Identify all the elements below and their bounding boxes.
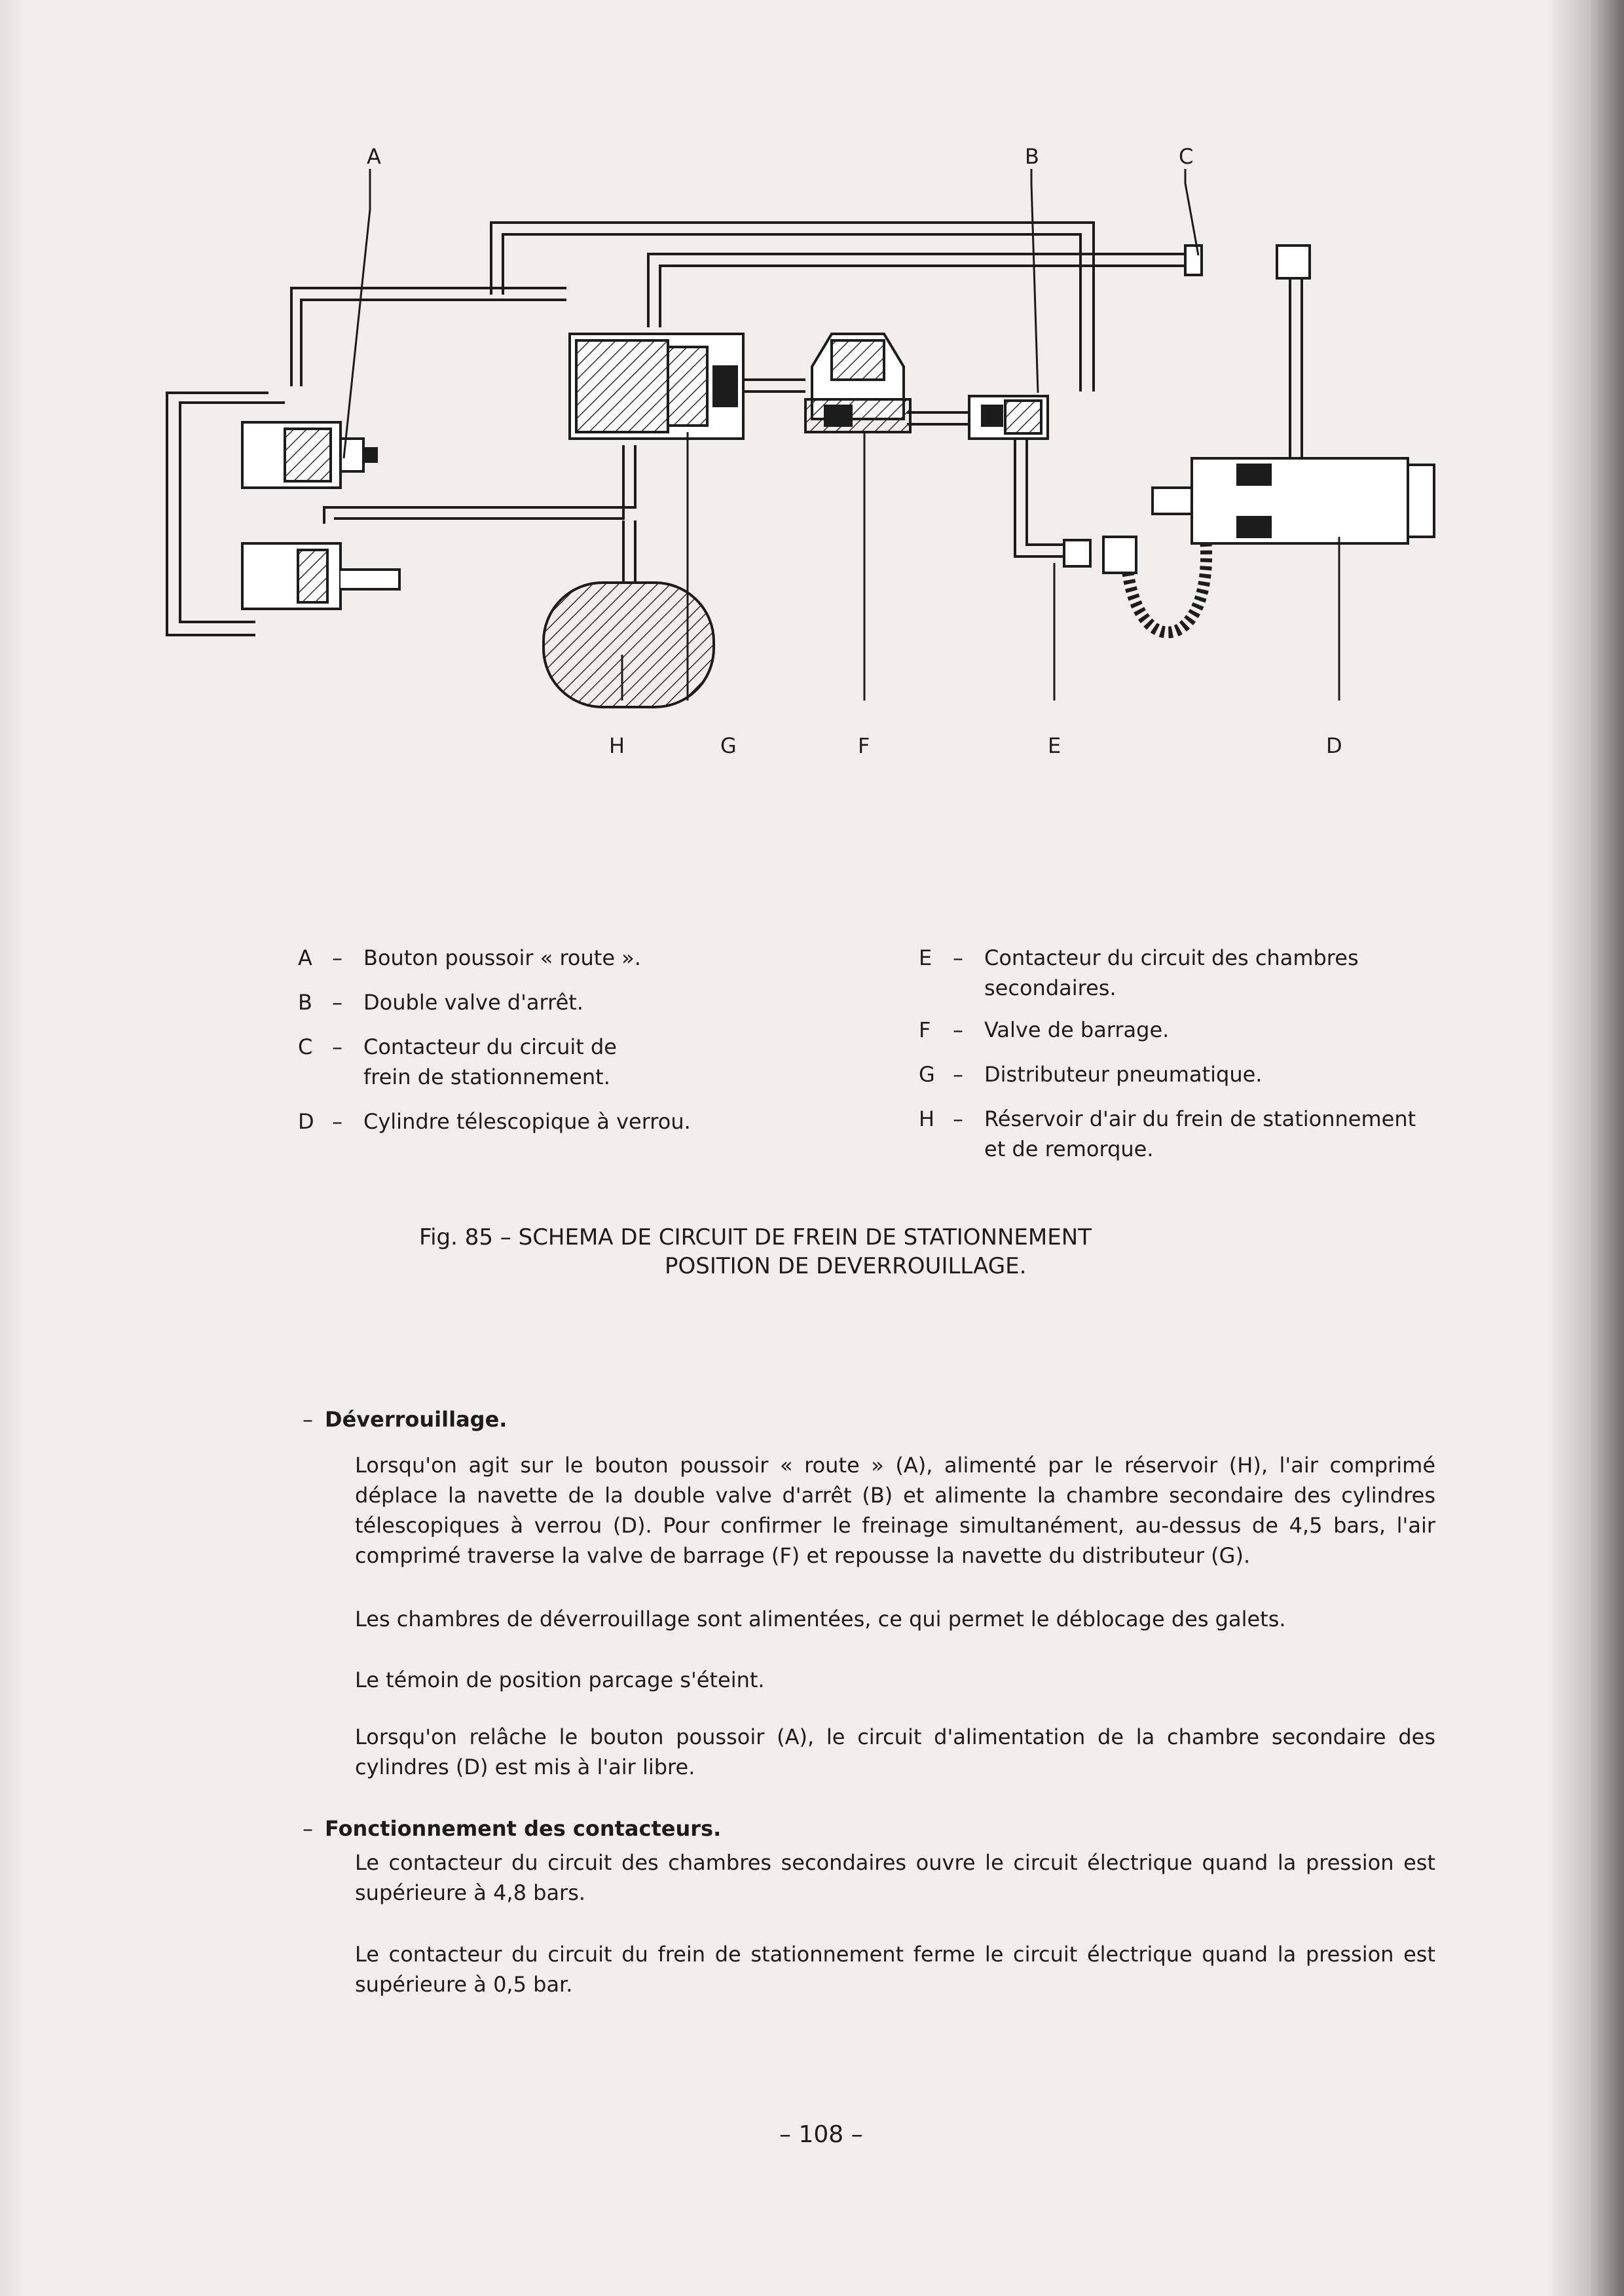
figure-caption [419, 1223, 1205, 1281]
page-number: – 108 – [779, 2121, 863, 2148]
paragraph: Le témoin de position parcage s'éteint. [355, 1667, 765, 1692]
legend-item-h: H – Réservoir d'air du frein de stationnement et de remorque. [919, 1106, 1416, 1161]
diagram-label-h: H [609, 733, 625, 758]
diagram-label-e: E [1048, 733, 1061, 758]
paragraph: Le contacteur du circuit du frein de stationnement ferme le circuit électrique quand la pression est supérieure à 0,5 bar. [355, 1942, 1435, 1997]
diagram-label-b: B [1025, 144, 1039, 169]
diagram-label-d: D [1326, 733, 1342, 758]
legend-item-f: F – Valve de barrage. [919, 1017, 1170, 1042]
paragraph: Le contacteur du circuit des chambres secondaires ouvre le circuit électrique quand la pression est supérieure à 4,8 bars. [355, 1850, 1435, 1905]
page-edge-shadow-left [0, 0, 26, 2296]
diagram-label-f: F [858, 733, 870, 758]
figure-caption-line-1: Fig. 85 – SCHEMA DE CIRCUIT DE FREIN DE STATIONNEMENT [419, 1224, 1092, 1250]
paragraph: Lorsqu'on relâche le bouton poussoir (A), le circuit d'alimentation de la chambre secondaire des cylindres (D) est mis à l'air libre. [355, 1724, 1435, 1779]
diagram-label-g: G [720, 733, 737, 758]
paragraph: Les chambres de déverrouillage sont alimentées, ce qui permet le déblocage des galets. [355, 1607, 1286, 1631]
diagram-label-c: C [1179, 144, 1194, 169]
legend-item-a: A – Bouton poussoir « route ». [298, 945, 641, 970]
legend-item-d: D – Cylindre télescopique à verrou. [298, 1109, 691, 1134]
legend-item-g: G – Distributeur pneumatique. [919, 1062, 1263, 1087]
section-heading-deverrouillage: – Déverrouillage. [303, 1407, 507, 1432]
diagram-label-a: A [367, 144, 381, 169]
paragraph: Lorsqu'on agit sur le bouton poussoir « route » (A), alimenté par le réservoir (H), l'air comprimé déplace la navette de la double valve d'arrêt (B) et alimente la chambre secondaire des cylindres télescopiques à verrou (D). Pour confirmer le freinage simultanément, au-dessus de 4,5 bars, l'air comprimé traverse la valve de barrage (F) et repousse la navette du distributeur (G). [355, 1453, 1435, 1568]
page-binding-shadow [1545, 0, 1624, 2296]
circuit-diagram [151, 131, 1506, 825]
legend-item-b: B – Double valve d'arrêt. [298, 990, 583, 1015]
legend-item-e: E – Contacteur du circuit des chambres secondaires. [919, 945, 1359, 1000]
figure-caption-line-2: POSITION DE DEVERROUILLAGE. [665, 1253, 1027, 1279]
legend-item-c: C – Contacteur du circuit de frein de stationnement. [298, 1034, 617, 1089]
section-heading-contacteurs: – Fonctionnement des contacteurs. [303, 1816, 722, 1841]
